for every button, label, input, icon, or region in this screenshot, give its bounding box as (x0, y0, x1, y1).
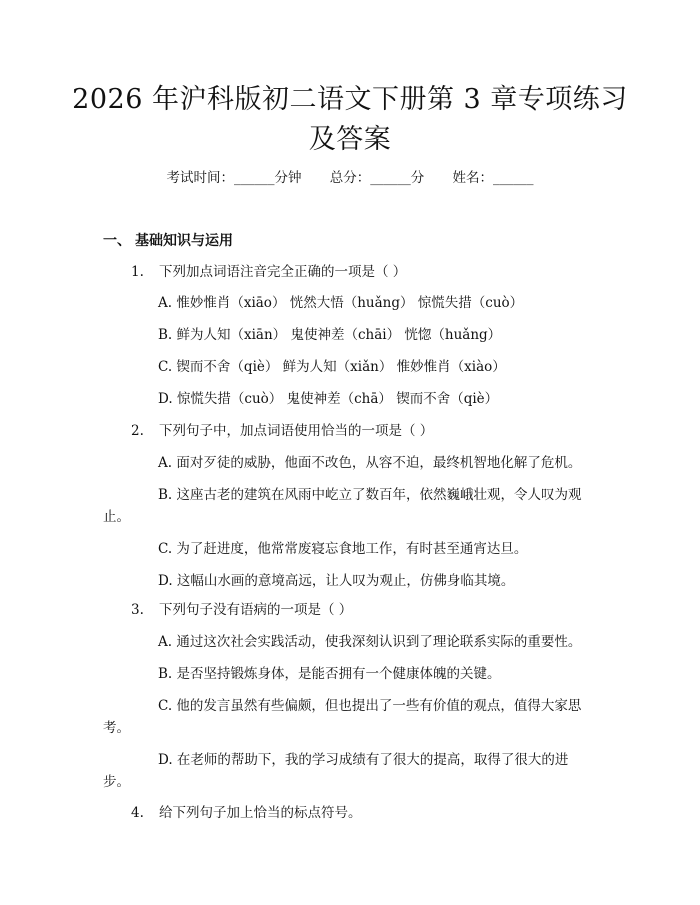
question-text: 下列句子中，加点词语使用恰当的一项是（ ） (159, 423, 434, 439)
question-text: 给下列句子加上恰当的标点符号。 (159, 805, 362, 821)
q2-option-b-continuation: 止。 (103, 509, 130, 525)
exam-meta (0, 168, 700, 188)
q3-option-c-continuation: 考。 (103, 720, 130, 736)
question-number: 4. (131, 805, 144, 821)
document-title (60, 80, 640, 160)
q1-option-c: C. 锲而不舍（qiè） 鲜为人知（xiǎn） 惟妙惟肖（xiào） (158, 359, 506, 375)
q2-option-b: B. 这座古老的建筑在风雨中屹立了数百年，依然巍峨壮观，令人叹为观 (158, 487, 582, 503)
question-number: 1. (131, 264, 144, 280)
q3-option-d-continuation: 步。 (103, 774, 130, 790)
q2-option-d: D. 这幅山水画的意境高远，让人叹为观止，仿佛身临其境。 (158, 573, 515, 589)
question-number: 2. (131, 423, 144, 439)
q3-option-d: D. 在老师的帮助下，我的学习成绩有了很大的提高，取得了很大的进 (158, 752, 569, 768)
question-text: 下列加点词语注音完全正确的一项是（ ） (159, 264, 407, 280)
q1-option-d: D. 惊慌失措（cuò） 鬼使神差（chā） 锲而不舍（qiè） (158, 391, 499, 407)
title-line-1: 2026 年沪科版初二语文下册第 3 章专项练习 (72, 84, 628, 115)
q3-option-a: A. 通过这次社会实践活动，使我深刻认识到了理论联系实际的重要性。 (158, 634, 582, 650)
section-number: 一、 (103, 233, 131, 249)
q3-option-b: B. 是否坚持锻炼身体，是能否拥有一个健康体魄的关键。 (158, 666, 501, 682)
question-2 (131, 421, 433, 441)
question-number: 3. (131, 602, 144, 618)
section-heading (103, 230, 233, 250)
q2-option-a: A. 面对歹徒的威胁，他面不改色，从容不迫，最终机智地化解了危机。 (158, 455, 582, 471)
title-line-2: 及答案 (308, 124, 392, 155)
exam-time: 考试时间：______分钟 (166, 170, 302, 186)
exam-total-score: 总分：______分 (329, 170, 425, 186)
q2-option-c: C. 为了赶进度，他常常废寝忘食地工作，有时甚至通宵达旦。 (158, 541, 528, 557)
section-title: 基础知识与运用 (135, 233, 233, 249)
q3-option-c: C. 他的发言虽然有些偏颇，但也提出了一些有价值的观点，值得大家思 (158, 698, 582, 714)
q1-option-a: A. 惟妙惟肖（xiāo） 恍然大悟（huǎng） 惊慌失措（cuò） (158, 295, 524, 311)
question-3 (131, 600, 352, 620)
question-text: 下列句子没有语病的一项是（ ） (159, 602, 353, 618)
question-1 (131, 262, 406, 282)
question-4 (131, 803, 362, 823)
q1-option-b: B. 鲜为人知（xiān） 鬼使神差（chāi） 恍惚（huǎng） (158, 327, 502, 343)
student-name: 姓名：______ (452, 170, 534, 186)
